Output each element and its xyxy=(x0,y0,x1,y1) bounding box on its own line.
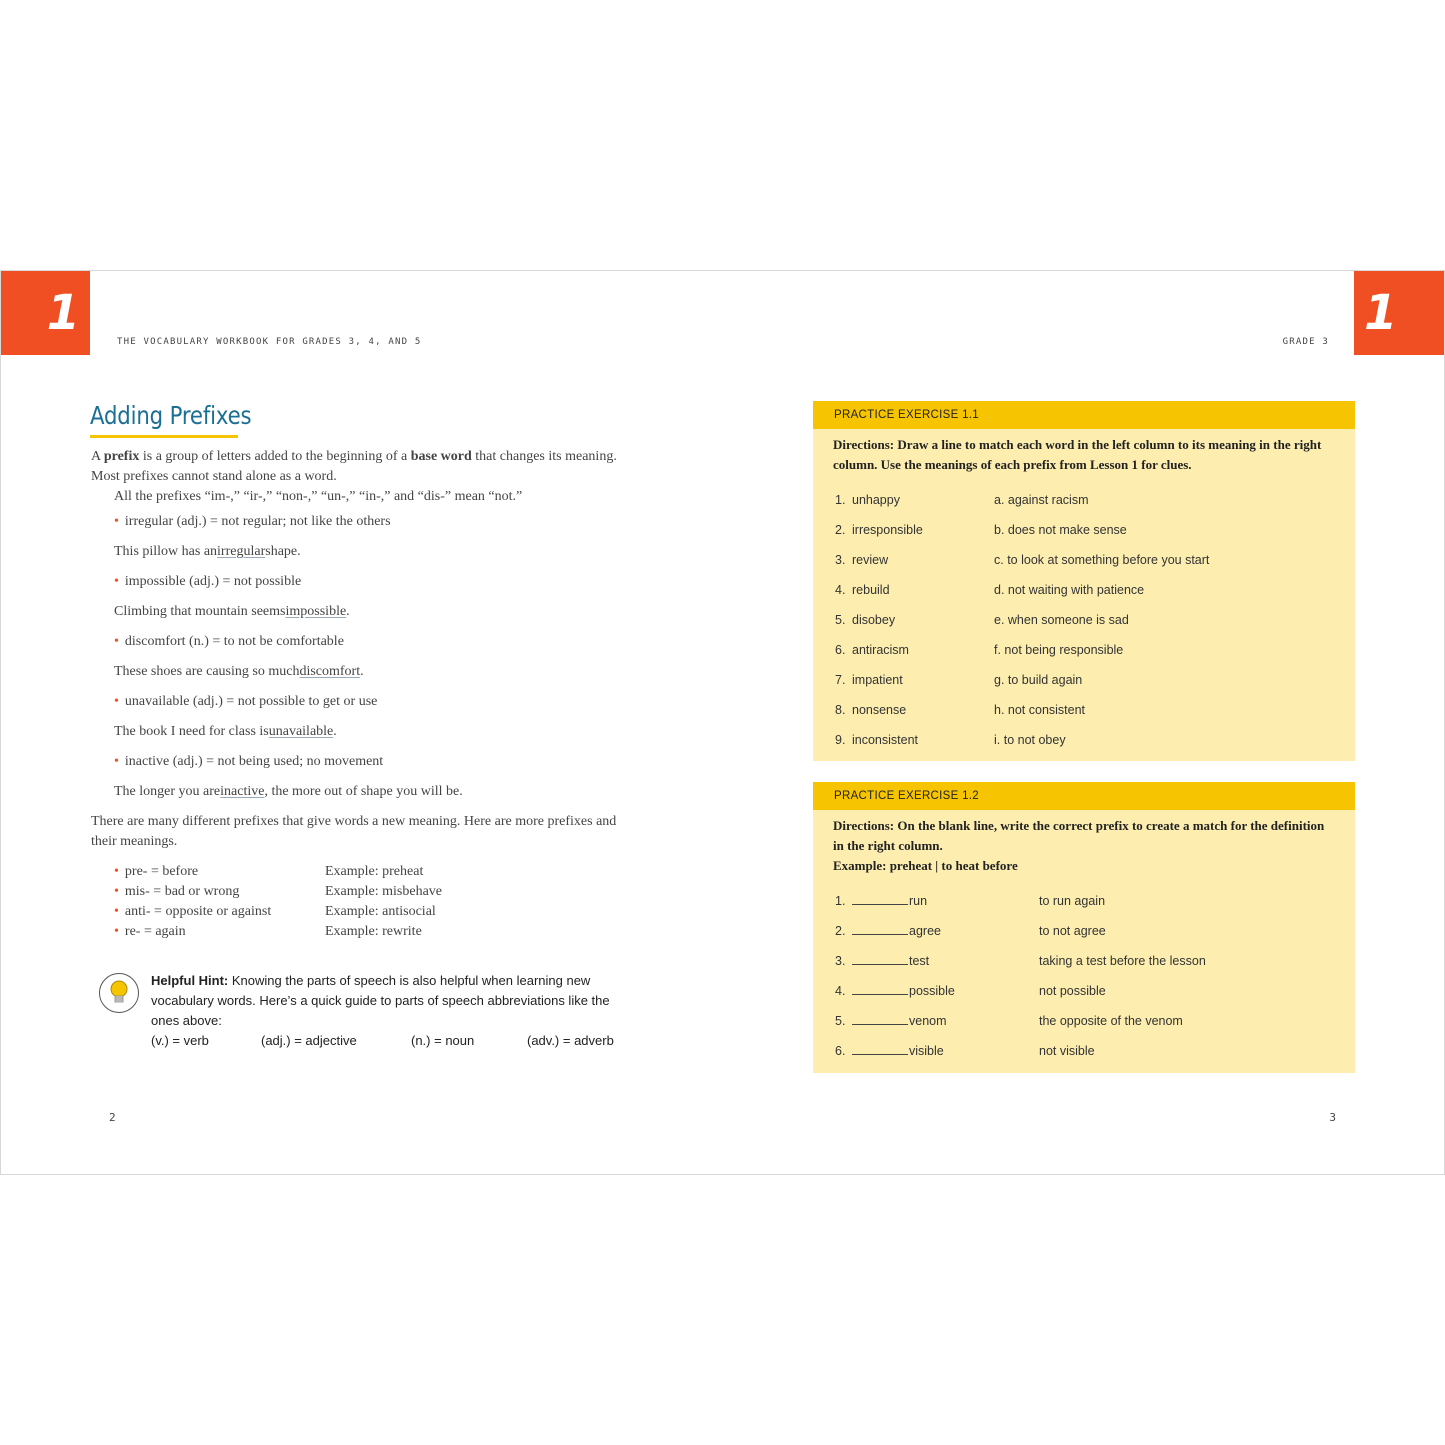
blank-line[interactable] xyxy=(852,924,908,935)
term-prefix: prefix xyxy=(103,449,140,464)
fill-in-list xyxy=(813,886,1355,1066)
matching-row: 8. nonsense h. not consistent xyxy=(835,703,1086,717)
prefix-row: • mis- = bad or wrong Example: misbehave xyxy=(114,884,443,899)
fill-in-row: 1. run to run again xyxy=(835,894,1106,908)
example-row: This pillow has an irregular shape. xyxy=(114,544,301,559)
abbreviation-guide xyxy=(151,1031,631,1051)
exercise-directions: Directions: On the blank line, write the correct prefix to create a match for the definition in the right column. Example: preheat | to heat before xyxy=(813,810,1355,876)
matching-row: 3. review c. to look at something before you start xyxy=(835,553,1210,567)
matching-row: 1. unhappy a. against racism xyxy=(835,493,1089,507)
entry-list xyxy=(91,507,631,807)
not-prefixes-note: All the prefixes “im-,” “ir-,” “non-,” “un-,” “in-,” and “dis-” mean “not.” xyxy=(114,489,523,504)
blank-line[interactable] xyxy=(852,984,908,995)
intro-paragraph: A prefix is a group of letters added to the beginning of a base word that changes its meaning. Most prefixes cannot stand alone as a word. xyxy=(91,449,617,484)
page-number-left: 2 xyxy=(109,1111,116,1124)
blank-line[interactable] xyxy=(852,894,908,905)
running-head-right: GRADE 3 xyxy=(1282,337,1329,347)
abbr-adjective: (adj.) = adjective xyxy=(261,1033,357,1048)
matching-row: 4. rebuild d. not waiting with patience xyxy=(835,583,1145,597)
lesson-body xyxy=(91,447,631,942)
title-underline xyxy=(90,435,238,438)
example-row: The longer you are inactive , the more out of shape you will be. xyxy=(114,784,463,799)
chapter-tab-right xyxy=(1354,271,1444,355)
fill-in-row: 6. visible not visible xyxy=(835,1044,1095,1058)
blank-line[interactable] xyxy=(852,1044,908,1055)
page-title: Adding Prefixes xyxy=(90,401,252,430)
matching-row: 5. disobey e. when someone is sad xyxy=(835,613,1129,627)
fill-in-row: 3. test taking a test before the lesson xyxy=(835,954,1206,968)
practice-exercise-1-2 xyxy=(813,782,1355,1073)
example-row: Climbing that mountain seems impossible . xyxy=(114,604,350,619)
exercise-heading: PRACTICE EXERCISE 1.1 xyxy=(813,401,1355,429)
fill-in-row: 5. venom the opposite of the venom xyxy=(835,1014,1183,1028)
definition-row: • inactive (adj.) = not being used; no movement xyxy=(114,754,384,769)
definition-row: • unavailable (adj.) = not possible to get or use xyxy=(114,694,378,709)
running-head-left: THE VOCABULARY WORKBOOK FOR GRADES 3, 4, AND 5 xyxy=(117,337,422,347)
example-row: The book I need for class is unavailable . xyxy=(114,724,337,739)
definition-row: • discomfort (n.) = to not be comfortable xyxy=(114,634,344,649)
matching-list xyxy=(813,485,1355,755)
chapter-tab-left xyxy=(1,271,90,355)
example-row: These shoes are causing so much discomfort . xyxy=(114,664,364,679)
abbr-noun: (n.) = noun xyxy=(411,1033,475,1048)
hint-text: Helpful Hint: Knowing the parts of speech is also helpful when learning new vocabulary words. Here’s a quick guide to parts of speech abbreviations like the ones above: (v.) = verb (adj.) = adjective (n.) = noun (adv.) = adverb xyxy=(151,971,631,1051)
abbr-adverb: (adv.) = adverb xyxy=(527,1033,614,1048)
exercise-directions: Directions: Draw a line to match each word in the left column to its meaning in the right column. Use the meanings of each prefix from Lesson 1 for clues. xyxy=(833,437,1322,472)
matching-row: 7. impatient g. to build again xyxy=(835,673,1083,687)
chapter-number: 1 xyxy=(46,285,80,341)
matching-row: 9. inconsistent i. to not obey xyxy=(835,733,1066,747)
exercise-example: Example: preheat | to heat before xyxy=(833,858,1018,873)
prefix-row: • anti- = opposite or against Example: antisocial xyxy=(114,904,436,919)
lightbulb-icon xyxy=(99,973,139,1013)
practice-exercise-1-1 xyxy=(813,401,1355,761)
matching-row: 6. antiracism f. not being responsible xyxy=(835,643,1124,657)
book-spread xyxy=(0,270,1445,1175)
more-prefixes-paragraph: There are many different prefixes that give words a new meaning. Here are more prefixes and their meanings. xyxy=(91,814,617,849)
definition-row: • impossible (adj.) = not possible xyxy=(114,574,302,589)
matching-row: 2. irresponsible b. does not make sense xyxy=(835,523,1127,537)
term-base-word: base word xyxy=(410,449,472,464)
definition-row: • irregular (adj.) = not regular; not like the others xyxy=(114,514,391,529)
prefix-row: • re- = again Example: rewrite xyxy=(114,924,422,939)
chapter-number: 1 xyxy=(1364,285,1398,341)
prefix-row: • pre- = before Example: preheat xyxy=(114,864,424,879)
fill-in-row: 2. agree to not agree xyxy=(835,924,1106,938)
blank-line[interactable] xyxy=(852,954,908,965)
abbr-verb: (v.) = verb xyxy=(151,1033,209,1048)
prefix-table xyxy=(91,862,631,942)
blank-line[interactable] xyxy=(852,1014,908,1025)
page-number-right: 3 xyxy=(1329,1111,1336,1124)
exercise-heading: PRACTICE EXERCISE 1.2 xyxy=(813,782,1355,810)
fill-in-row: 4. possible not possible xyxy=(835,984,1106,998)
hint-label: Helpful Hint: xyxy=(151,973,229,988)
